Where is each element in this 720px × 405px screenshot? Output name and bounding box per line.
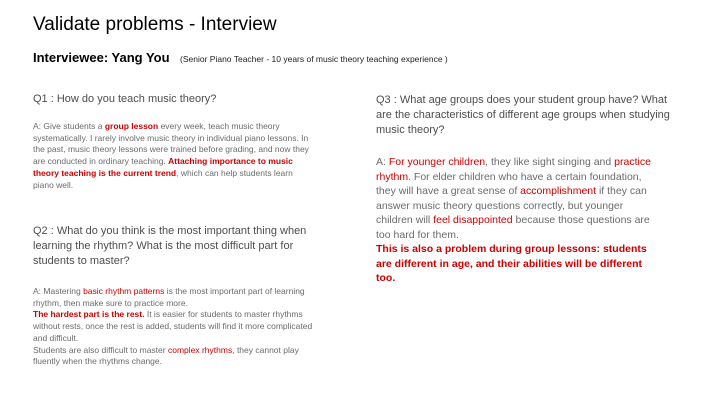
highlight-text: basic rhythm patterns [83, 286, 165, 296]
highlight-text: accomplishment [520, 185, 597, 197]
answer-text: . For elder children who have a certain foundation, they will have a great sense of [376, 170, 642, 197]
answer-text: A: [376, 156, 389, 168]
answer-text: every week, teach music theory systematically. I rarely involve music theory in individual piano lessons. In the past, music theory lessons were trained before grading, and now they are conducted in ordinary teaching. [33, 121, 309, 167]
highlight-text: feel disappointed [433, 214, 513, 226]
answer-3 [376, 155, 654, 286]
highlight-text: practice rhythm [376, 156, 651, 183]
interviewee-name: Interviewee: Yang You [33, 50, 170, 65]
slide-title: Validate problems - Interview [33, 14, 277, 35]
highlight-text: complex rhythms [167, 344, 233, 355]
answer-text: Students are also difficult to master [33, 344, 168, 355]
answer-text: , which can help students learn piano well. [33, 167, 293, 190]
answer-text: A: Mastering [33, 286, 84, 296]
highlight-bold-text: group lesson [104, 121, 159, 131]
answer-text: is the most important part of learning rhythm, then make sure to practice more. [33, 286, 305, 308]
answer-text: A: Give students a [33, 121, 105, 131]
answer-1 [33, 121, 313, 191]
answer-text: because those questions are too hard for them. [376, 214, 650, 241]
question-2: Q2 : What do you think is the most important thing when learning the rhythm? What is the most difficult part for students to master? [33, 225, 307, 267]
answer-text: if they can answer music theory questions correctly, but younger children will [376, 185, 647, 226]
highlight-text: For younger children [388, 156, 486, 168]
interviewee-line [33, 49, 448, 67]
highlight-bold-text: This is also a problem during group lessons: students are different in age, and their abilities will be different too. [376, 243, 647, 284]
interviewee-role: (Senior Piano Teacher - 10 years of music theory teaching experience ) [180, 54, 448, 64]
question-3: Q3 : What age groups does your student group have? What are the characteristics of different age groups when studying music theory? [376, 94, 670, 136]
answer-text: , they cannot play fluently when the rhythms change. [33, 344, 299, 367]
answer-2 [33, 286, 318, 368]
answer-text: It is easier for students to master rhythms without rests, once the rest is added, students will find it more complicated and difficult. [33, 309, 313, 343]
answer-text: , they like sight singing and [485, 156, 615, 168]
highlight-bold-text: The hardest part is the rest. [33, 309, 145, 320]
question-1: Q1 : How do you teach music theory? [33, 93, 217, 105]
highlight-bold-text: Attaching importance to music theory teaching is the current trend [33, 156, 293, 178]
